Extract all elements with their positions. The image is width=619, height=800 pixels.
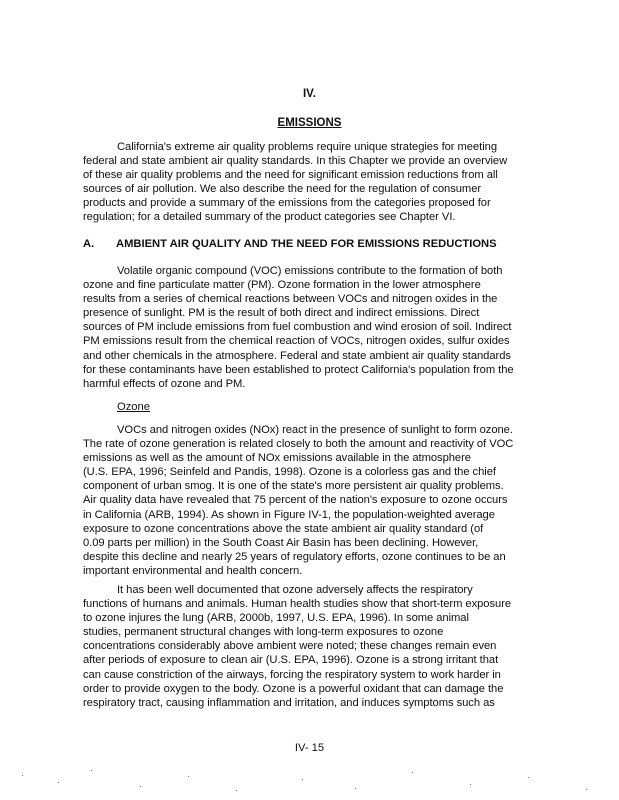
section-a-letter: A. (83, 238, 95, 250)
ozone-line: 0.09 parts per million) in the South Coast Air Basin has been declining. However, (83, 536, 479, 549)
intro-line: of these air quality problems and the need for significant emission reductions from all (83, 169, 498, 182)
ozone-line: Air quality data have revealed that 75 percent of the nation's exposure to ozone occurs (83, 494, 508, 507)
ozone-line: respiratory tract, causing inflammation and irritation, and induces symptoms such as (83, 696, 495, 709)
ozone-line: The rate of ozone generation is related closely to both the amount and reactivity of VOC (83, 438, 514, 451)
section-a-title: AMBIENT AIR QUALITY AND THE NEED FOR EMISSIONS REDUCTIONS (116, 238, 497, 250)
ozone-line: important environmental and health concern. (83, 564, 303, 577)
section-a-line: PM emissions result from the chemical reaction of VOCs, nitrogen oxides, sulfur oxides (83, 335, 510, 348)
intro-line: regulation; for a detailed summary of the product categories see Chapter VI. (83, 211, 456, 224)
section-a-line: for these contaminants have been established to protect California's population from the (83, 363, 514, 376)
ozone-line: exposure to ozone concentrations above the state ambient air quality standard (of (83, 522, 484, 535)
section-a-paragraph (83, 264, 523, 391)
intro-line: products and provide a summary of the emissions from the categories proposed for (83, 197, 491, 210)
ozone-line: can cause constriction of the airways, forcing the respiratory system to work harder in (83, 668, 501, 681)
section-a-heading (83, 238, 523, 250)
section-a-line: ozone and fine particulate matter (PM). Ozone formation in the lower atmosphere (83, 279, 481, 292)
ozone-line: concentrations considerably above ambient were noted; these changes remain even (83, 640, 497, 653)
ozone-line: (U.S. EPA, 1996; Seinfeld and Pandis, 1998). Ozone is a colorless gas and the chief (83, 466, 496, 479)
ozone-line: in California (ARB, 1994). As shown in Figure IV-1, the population-weighted average (83, 508, 495, 521)
intro-paragraph (83, 140, 523, 225)
page-number: IV- 15 (294, 742, 325, 754)
ozone-line: component of urban smog. It is one of the state's more persistent air quality problems. (83, 480, 504, 493)
ozone-paragraph-2 (83, 583, 523, 710)
ozone-line: It has been well documented that ozone adversely affects the respiratory (117, 584, 473, 596)
ozone-line: emissions as well as the amount of NOx emissions available in the atmosphere (83, 452, 471, 465)
ozone-line: order to provide oxygen to the body. Ozone is a powerful oxidant that can damage the (83, 682, 504, 695)
ozone-paragraph-1 (83, 423, 523, 578)
intro-line: federal and state ambient air quality standards. In this Chapter we provide an overview (83, 155, 508, 168)
ozone-line: after periods of exposure to clean air (U.S. EPA, 1996). Ozone is a strong irritant that (83, 654, 499, 667)
ozone-line: VOCs and nitrogen oxides (NOx) react in the presence of sunlight to form ozone. (117, 424, 513, 436)
ozone-line: studies, permanent structural changes with long-term exposures to ozone (83, 626, 444, 639)
chapter-title: EMISSIONS (277, 117, 342, 129)
section-a-line: and other chemicals in the atmosphere. Federal and state ambient air quality standards (83, 349, 511, 362)
section-a-line: harmful effects of ozone and PM. (83, 377, 246, 390)
section-a-line: sources of PM include emissions from fuel combustion and wind erosion of soil. Indirect (83, 321, 512, 334)
section-a-line: results from a series of chemical reactions between VOCs and nitrogen oxides in the (83, 293, 498, 306)
section-a-line: presence of sunlight. PM is the result of both direct and indirect emissions. Direct (83, 307, 480, 320)
intro-line: California's extreme air quality problems require unique strategies for meeting (117, 141, 497, 153)
ozone-subheading: Ozone (117, 401, 150, 413)
ozone-line: to ozone injures the lung (ARB, 2000b, 1997, U.S. EPA, 1996). In some animal (83, 612, 469, 625)
section-a-line: Volatile organic compound (VOC) emissions contribute to the formation of both (117, 265, 503, 277)
ozone-line: functions of humans and animals. Human health studies show that short-term exposure (83, 598, 512, 611)
ozone-line: despite this decline and nearly 25 years of regulatory efforts, ozone continues to be an (83, 550, 506, 563)
intro-line: sources of air pollution. We also describe the need for the regulation of consumer (83, 183, 482, 196)
chapter-number: IV. (302, 88, 316, 100)
